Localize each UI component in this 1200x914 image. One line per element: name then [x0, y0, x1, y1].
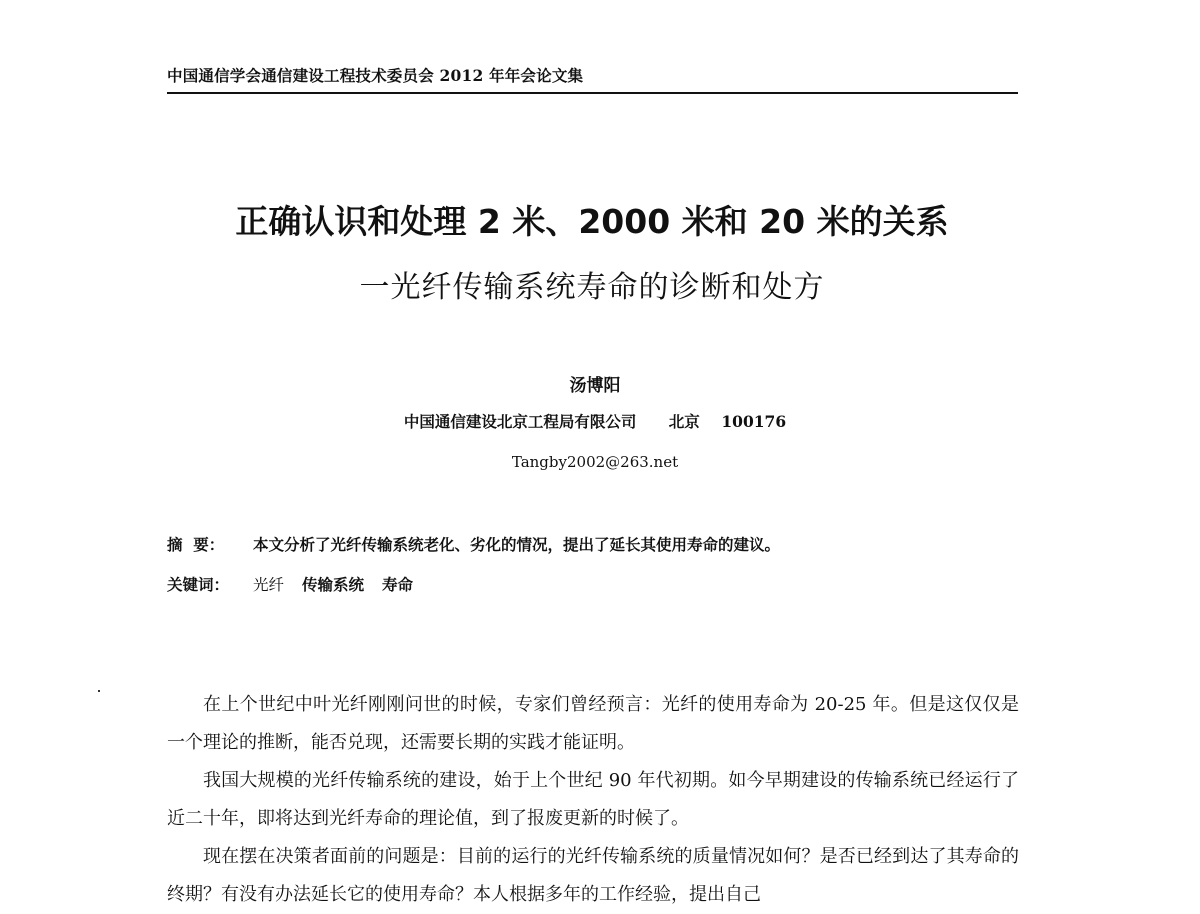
- affiliation-organization: 中国通信建设北京工程局有限公司: [403, 412, 637, 431]
- scan-speck: [98, 690, 100, 692]
- keyword-item: 传输系统: [302, 575, 365, 594]
- paper-subtitle: 一光纤传输系统寿命的诊断和处方: [359, 270, 825, 305]
- keyword-item: 寿命: [382, 575, 414, 594]
- keyword-item: 光纤: [253, 576, 285, 594]
- keywords: [167, 573, 431, 595]
- author-email: Tangby2002@263.net: [511, 453, 679, 471]
- affiliation: [0, 410, 1190, 432]
- affiliation-postcode: 100176: [721, 412, 787, 431]
- abstract: [167, 533, 780, 555]
- body-paragraph: 我国大规模的光纤传输系统的建设，始于上个世纪 90 年代初期。如今早期建设的传输系统已经运行了近二十年，即将达到光纤寿命的理论值，到了报废更新的时候了。: [167, 770, 1019, 829]
- author-name: 汤博阳: [569, 376, 621, 396]
- body-paragraph: 现在摆在决策者面前的问题是：目前的运行的光纤传输系统的质量情况如何？是否已经到达了其寿命的终期？有没有办法延长它的使用寿命？本人根据多年的工作经验，提出自己: [167, 846, 1019, 905]
- keywords-label: 关键词：: [167, 575, 230, 594]
- abstract-label: 摘 要：: [167, 535, 225, 554]
- running-header: 中国通信学会通信建设工程技术委员会 2012 年年会论文集: [167, 66, 584, 85]
- body-text: [167, 686, 1019, 914]
- abstract-text: 本文分析了光纤传输系统老化、劣化的情况，提出了延长其使用寿命的建议。: [253, 535, 781, 554]
- affiliation-city: 北京: [668, 412, 700, 431]
- paper-title: 正确认识和处理 2 米、2000 米和 20 米的关系: [235, 202, 949, 241]
- header-rule: [167, 92, 1018, 94]
- body-paragraph: 在上个世纪中叶光纤刚刚问世的时候，专家们曾经预言：光纤的使用寿命为 20-25 年。但是这仅仅是一个理论的推断，能否兑现，还需要长期的实践才能证明。: [167, 694, 1019, 753]
